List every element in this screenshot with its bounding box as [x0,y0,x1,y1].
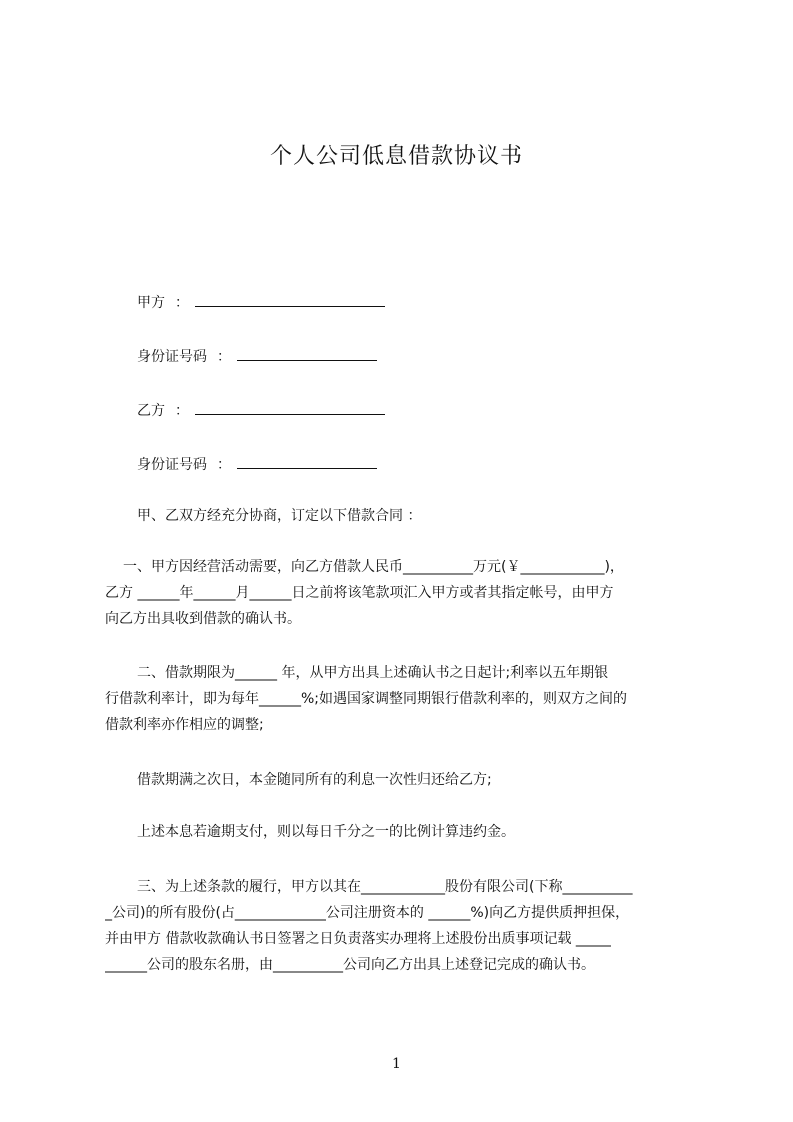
colon: ： [217,349,231,365]
party-a-id-field [137,346,377,367]
clause-3 [105,874,700,978]
clause-line: ______公司的股东名册，由__________公司向乙方出具上述登记完成的确认书。 [105,957,595,973]
clause-line: _公司)的所有股份(占_____________公司注册资本的 ______%)向乙方提供质押担保， [105,905,630,921]
page-number: 1 [392,1056,401,1072]
party-a-field [137,292,385,313]
clause-2-penalty: 上述本息若逾期支付，则以每日千分之一的比例计算违约金。 [137,824,515,840]
id-number-label: 身份证号码 [137,457,207,473]
clause-line: 借款利率亦作相应的调整; [105,717,264,733]
document-title: 个人公司低息借款协议书 [269,144,523,169]
party-b-id-field [137,454,377,475]
clause-line: 向乙方出具收到借款的确认书。 [105,611,301,627]
party-b-blank [195,400,385,415]
clause-2-maturity: 借款期满之次日，本金随同所有的利息一次性归还给乙方; [137,772,492,788]
clause-line: 行借款利率计，即为每年______%;如遇国家调整同期银行借款利率的，则双方之间的 [105,691,628,707]
party-a-blank [195,292,385,307]
colon: ： [175,403,189,419]
party-a-label: 甲方 [137,295,165,311]
clause-1 [105,554,700,632]
colon: ： [175,295,189,311]
clause-line: 二、借款期限为______ 年，从甲方出具上述确认书之日起计;利率以五年期银 [137,665,609,681]
party-b-field [137,400,385,421]
clause-line: 并由甲方 借款收款确认书日签署之日负责落实办理将上述股份出质事项记载 _____ [105,931,611,947]
intro-paragraph: 甲、乙双方经充分协商，订定以下借款合同 ： [137,508,422,524]
clause-line: 三、为上述条款的履行，甲方以其在____________股份有限公司(下称__________ [137,879,633,895]
id-number-label: 身份证号码 [137,349,207,365]
clause-line: 乙方 ______年______月______日之前将该笔款项汇入甲方或者其指定帐号，由甲方 [105,585,614,601]
colon: ： [217,457,231,473]
party-b-label: 乙方 [137,403,165,419]
clause-2 [105,660,700,738]
clause-line: 一、甲方因经营活动需要，向乙方借款人民币__________万元(￥____________)， [123,559,624,575]
party-a-id-blank [237,346,377,361]
party-b-id-blank [237,454,377,469]
